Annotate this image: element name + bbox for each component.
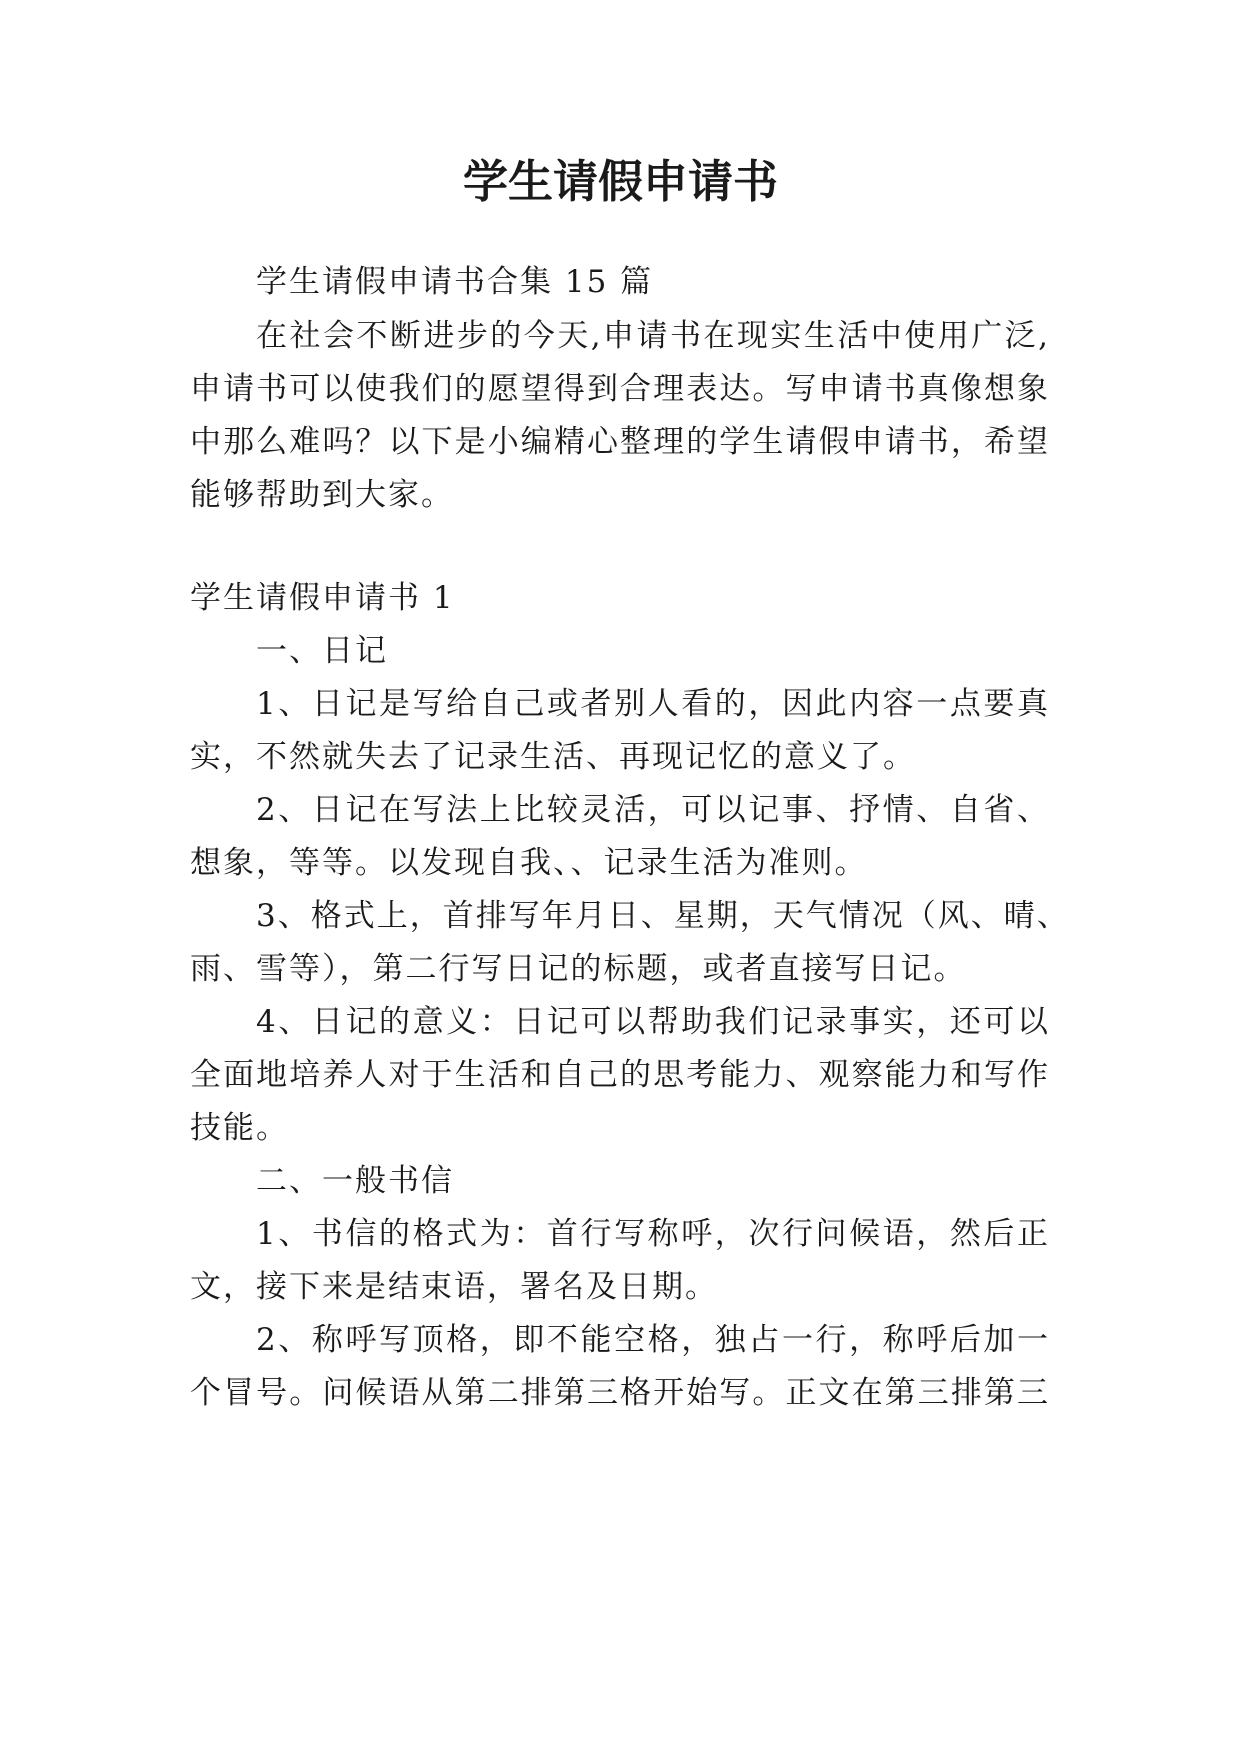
paragraph-line: 2、称呼写顶格，即不能空格，独占一行，称呼后加一: [256, 1322, 1050, 1358]
intro-line-3: 中那么难吗？以下是小编精心整理的学生请假申请书，希望: [190, 424, 1050, 460]
paragraph-line: 想象，等等。以发现自我、、记录生活为准则。: [190, 845, 868, 881]
paragraph-line: 雨、雪等），第二行写日记的标题，或者直接写日记。: [190, 951, 967, 987]
paragraph-line: 文，接下来是结束语，署名及日期。: [190, 1269, 718, 1305]
collection-subtitle: 学生请假申请书合集 15 篇: [256, 264, 654, 300]
intro-line-2: 申请书可以使我们的愿望得到合理表达。写申请书真像想象: [190, 371, 1050, 407]
paragraph-line: 2、日记在写法上比较灵活，可以记事、抒情、自省、: [256, 792, 1050, 828]
paragraph-line: 实，不然就失去了记录生活、再现记忆的意义了。: [190, 739, 916, 775]
paragraph-line: 1、日记是写给自己或者别人看的，因此内容一点要真: [256, 686, 1050, 722]
subheading-letter: 二、一般书信: [256, 1163, 454, 1199]
document-title: 学生请假申请书: [462, 155, 778, 208]
paragraph-line: 技能。: [190, 1110, 289, 1146]
paragraph-line: 全面地培养人对于生活和自己的思考能力、观察能力和写作: [190, 1057, 1050, 1093]
intro-line-1: 在社会不断进步的今天,申请书在现实生活中使用广泛,: [256, 318, 1050, 354]
subheading-diary: 一、日记: [256, 633, 388, 669]
paragraph-line: 1、书信的格式为：首行写称呼，次行问候语，然后正: [256, 1216, 1050, 1252]
section-heading-1: 学生请假申请书 1: [190, 580, 455, 616]
paragraph-line: 4、日记的意义：日记可以帮助我们记录事实，还可以: [256, 1004, 1050, 1040]
paragraph-line: 3、格式上，首排写年月日、星期，天气情况（风、晴、: [256, 898, 1070, 934]
intro-line-4: 能够帮助到大家。: [190, 477, 454, 513]
paragraph-line: 个冒号。问候语从第二排第三格开始写。正文在第三排第三: [190, 1375, 1050, 1411]
